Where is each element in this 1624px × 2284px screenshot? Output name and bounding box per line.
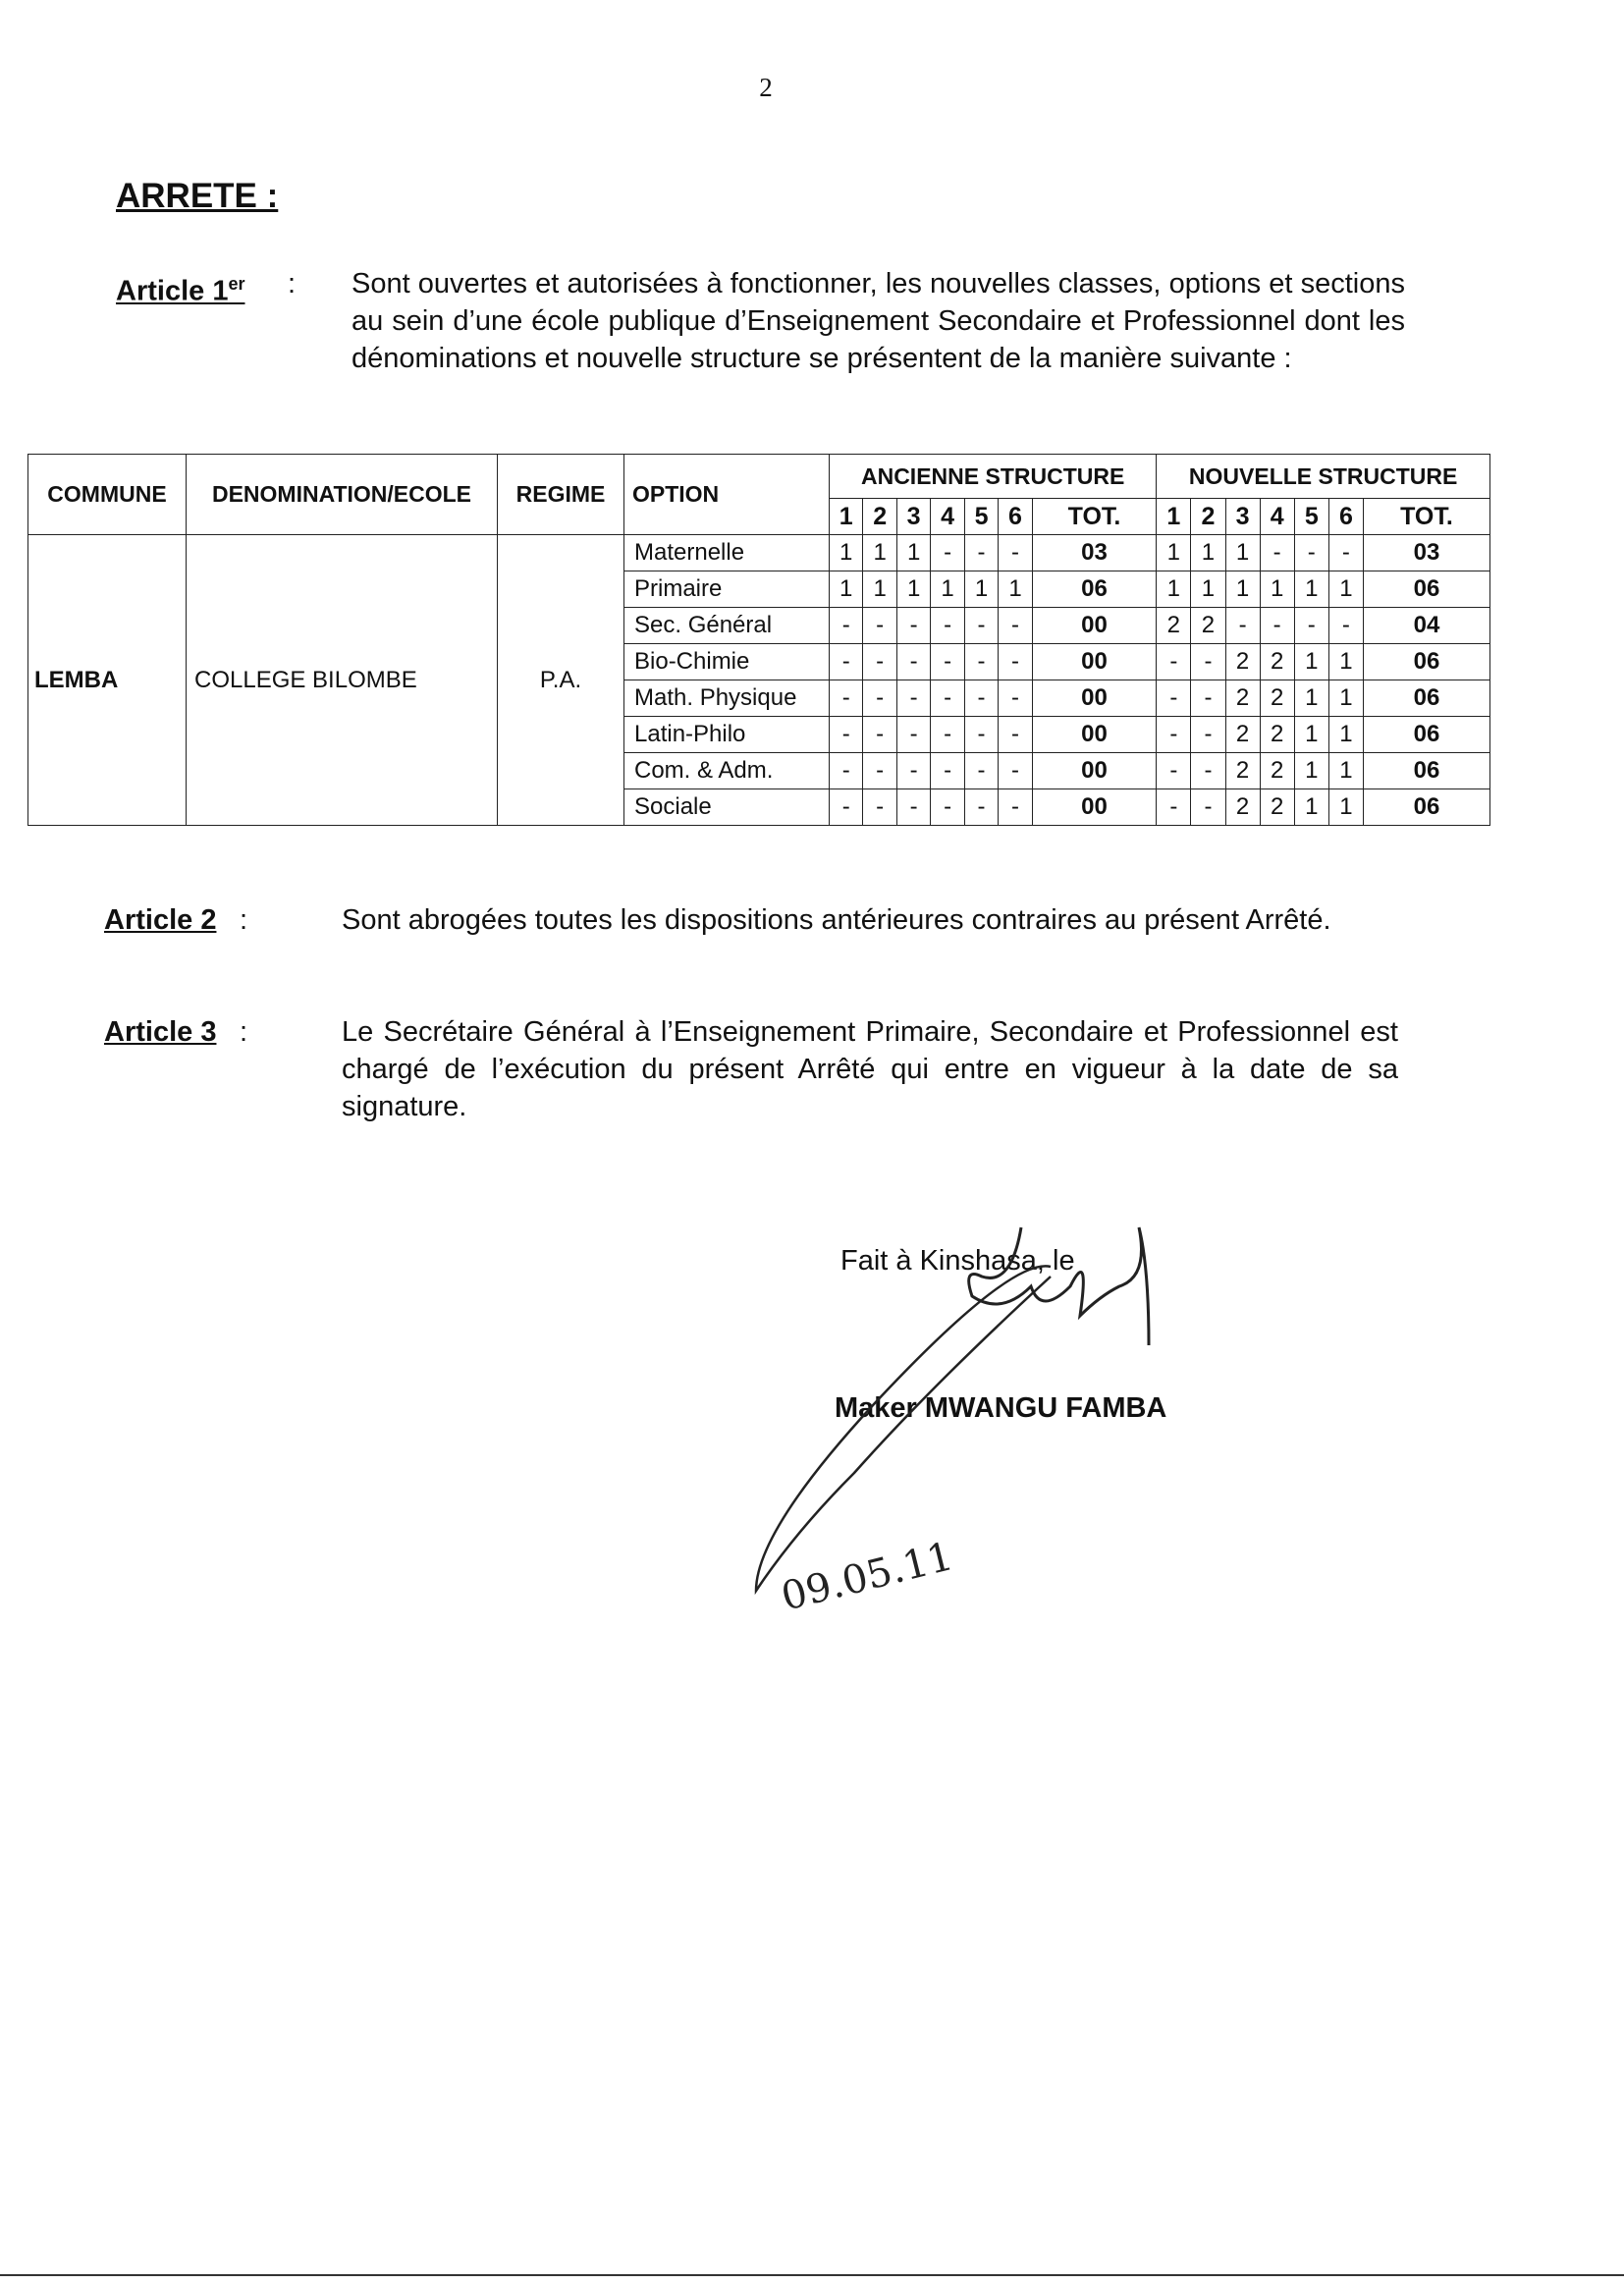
nouvelle-year-cell: 2 (1225, 717, 1260, 753)
header-ancienne-tot: TOT. (1032, 499, 1157, 535)
header-nouvelle-year-3: 3 (1225, 499, 1260, 535)
ancienne-year-cell: 1 (830, 571, 863, 608)
header-nouvelle-structure: NOUVELLE STRUCTURE (1157, 455, 1490, 499)
decree-heading: ARRETE : (116, 177, 279, 215)
ancienne-year-cell: 1 (999, 571, 1032, 608)
ancienne-year-cell: - (896, 644, 930, 680)
header-commune: COMMUNE (28, 455, 187, 535)
header-nouvelle-year-2: 2 (1191, 499, 1225, 535)
nouvelle-year-cell: - (1294, 608, 1328, 644)
nouvelle-year-cell: - (1260, 535, 1294, 571)
ancienne-year-cell: - (999, 789, 1032, 826)
ancienne-year-cell: - (999, 680, 1032, 717)
ancienne-year-cell: - (999, 535, 1032, 571)
nouvelle-year-cell: 1 (1328, 571, 1363, 608)
table-row (28, 535, 1490, 571)
article-1-text: Sont ouvertes et autorisées à fonctionner, les nouvelles classes, options et sections au sein d’une école publique d’Enseignement Secondaire et Professionnel dont les dénominations et nouvelle structure se présentent de la manière suivante : (352, 268, 1405, 374)
regime-cell: P.A. (498, 535, 624, 826)
option-cell: Sec. Général (624, 608, 830, 644)
nouvelle-year-cell: 1 (1294, 680, 1328, 717)
ancienne-year-cell: - (830, 753, 863, 789)
option-cell: Maternelle (624, 535, 830, 571)
ancienne-year-cell: - (863, 789, 896, 826)
nouvelle-year-cell: 1 (1294, 571, 1328, 608)
nouvelle-year-cell: 1 (1225, 535, 1260, 571)
nouvelle-year-cell: - (1328, 608, 1363, 644)
ancienne-year-cell: - (931, 644, 964, 680)
nouvelle-year-cell: - (1157, 644, 1191, 680)
nouvelle-year-cell: 1 (1294, 753, 1328, 789)
nouvelle-year-cell: 1 (1225, 571, 1260, 608)
ancienne-year-cell: - (896, 789, 930, 826)
nouvelle-year-cell: 2 (1225, 680, 1260, 717)
ancienne-year-cell: - (896, 717, 930, 753)
ecole-cell: COLLEGE BILOMBE (187, 535, 498, 826)
nouvelle-year-cell: - (1191, 717, 1225, 753)
nouvelle-year-cell: - (1191, 680, 1225, 717)
nouvelle-tot-cell: 06 (1363, 753, 1489, 789)
nouvelle-year-cell: 1 (1157, 571, 1191, 608)
nouvelle-year-cell: 2 (1225, 644, 1260, 680)
ancienne-year-cell: - (830, 644, 863, 680)
nouvelle-tot-cell: 06 (1363, 680, 1489, 717)
ancienne-year-cell: - (964, 753, 998, 789)
nouvelle-year-cell: - (1191, 789, 1225, 826)
ancienne-year-cell: 1 (931, 571, 964, 608)
ancienne-year-cell: - (863, 717, 896, 753)
nouvelle-year-cell: - (1225, 608, 1260, 644)
ancienne-tot-cell: 03 (1032, 535, 1157, 571)
table-body (28, 535, 1490, 826)
header-ancienne-year-1: 1 (830, 499, 863, 535)
header-nouvelle-year-1: 1 (1157, 499, 1191, 535)
article-3-text: Le Secrétaire Général à l’Enseignement Primaire, Secondaire et Professionnel est chargé de l’exécution du présent Arrêté qui entre en vigueur à la date de sa signature. (342, 1016, 1398, 1122)
option-cell: Primaire (624, 571, 830, 608)
ancienne-year-cell: - (999, 608, 1032, 644)
header-ancienne-structure: ANCIENNE STRUCTURE (830, 455, 1157, 499)
option-cell: Sociale (624, 789, 830, 826)
ancienne-year-cell: - (931, 535, 964, 571)
article-2-colon: : (240, 904, 248, 936)
ancienne-year-cell: - (830, 680, 863, 717)
option-cell: Com. & Adm. (624, 753, 830, 789)
nouvelle-year-cell: - (1157, 753, 1191, 789)
nouvelle-year-cell: 2 (1225, 753, 1260, 789)
option-cell: Bio-Chimie (624, 644, 830, 680)
header-option: OPTION (624, 455, 830, 535)
nouvelle-tot-cell: 04 (1363, 608, 1489, 644)
header-ancienne-year-2: 2 (863, 499, 896, 535)
ancienne-year-cell: - (830, 608, 863, 644)
option-cell: Math. Physique (624, 680, 830, 717)
ancienne-year-cell: - (964, 608, 998, 644)
ancienne-year-cell: - (931, 753, 964, 789)
article-3-colon: : (240, 1016, 248, 1048)
article-3-label: Article 3 (104, 1016, 217, 1048)
nouvelle-tot-cell: 06 (1363, 789, 1489, 826)
ancienne-year-cell: - (964, 680, 998, 717)
header-ancienne-year-6: 6 (999, 499, 1032, 535)
ancienne-year-cell: - (863, 644, 896, 680)
nouvelle-year-cell: 1 (1328, 717, 1363, 753)
ancienne-year-cell: 1 (863, 535, 896, 571)
nouvelle-year-cell: 1 (1294, 717, 1328, 753)
nouvelle-year-cell: - (1328, 535, 1363, 571)
nouvelle-year-cell: 2 (1191, 608, 1225, 644)
bottom-rule (0, 2274, 1624, 2276)
header-nouvelle-year-4: 4 (1260, 499, 1294, 535)
nouvelle-year-cell: 1 (1328, 753, 1363, 789)
header-ancienne-year-5: 5 (964, 499, 998, 535)
nouvelle-year-cell: 2 (1260, 789, 1294, 826)
ancienne-year-cell: - (931, 608, 964, 644)
nouvelle-year-cell: 2 (1260, 717, 1294, 753)
ancienne-tot-cell: 00 (1032, 789, 1157, 826)
ancienne-year-cell: 1 (896, 571, 930, 608)
article-2-text: Sont abrogées toutes les dispositions antérieures contraires au présent Arrêté. (342, 904, 1331, 936)
ancienne-year-cell: 1 (964, 571, 998, 608)
ancienne-tot-cell: 00 (1032, 680, 1157, 717)
nouvelle-year-cell: 1 (1328, 680, 1363, 717)
ancienne-year-cell: - (964, 644, 998, 680)
header-ecole: DENOMINATION/ECOLE (187, 455, 498, 535)
nouvelle-year-cell: 1 (1294, 644, 1328, 680)
nouvelle-year-cell: - (1191, 644, 1225, 680)
handwritten-date: 09.05.11 (777, 1533, 958, 1620)
nouvelle-year-cell: 2 (1260, 644, 1294, 680)
nouvelle-year-cell: 1 (1260, 571, 1294, 608)
ancienne-tot-cell: 06 (1032, 571, 1157, 608)
nouvelle-year-cell: - (1294, 535, 1328, 571)
ancienne-year-cell: 1 (863, 571, 896, 608)
ancienne-tot-cell: 00 (1032, 753, 1157, 789)
header-ancienne-year-4: 4 (931, 499, 964, 535)
ancienne-year-cell: - (999, 717, 1032, 753)
ancienne-year-cell: - (863, 680, 896, 717)
article-1-label: Article 1er (116, 274, 245, 307)
ancienne-year-cell: - (931, 789, 964, 826)
structure-table (27, 454, 1490, 826)
ancienne-year-cell: - (931, 680, 964, 717)
nouvelle-year-cell: - (1260, 608, 1294, 644)
commune-cell: LEMBA (28, 535, 187, 826)
nouvelle-year-cell: - (1157, 680, 1191, 717)
nouvelle-year-cell: 1 (1294, 789, 1328, 826)
ancienne-year-cell: - (964, 717, 998, 753)
header-nouvelle-year-5: 5 (1294, 499, 1328, 535)
nouvelle-year-cell: 1 (1157, 535, 1191, 571)
nouvelle-year-cell: - (1157, 789, 1191, 826)
place-date-line: Fait à Kinshasa, le (840, 1245, 1075, 1277)
ancienne-year-cell: - (896, 608, 930, 644)
nouvelle-year-cell: - (1157, 717, 1191, 753)
header-nouvelle-year-6: 6 (1328, 499, 1363, 535)
nouvelle-year-cell: 2 (1157, 608, 1191, 644)
ancienne-year-cell: - (830, 717, 863, 753)
header-nouvelle-tot: TOT. (1363, 499, 1489, 535)
ancienne-year-cell: - (931, 717, 964, 753)
nouvelle-year-cell: 2 (1260, 680, 1294, 717)
ancienne-year-cell: - (863, 608, 896, 644)
ancienne-year-cell: - (999, 753, 1032, 789)
article-2 (104, 901, 1400, 980)
ancienne-year-cell: - (964, 535, 998, 571)
nouvelle-tot-cell: 03 (1363, 535, 1489, 571)
nouvelle-tot-cell: 06 (1363, 571, 1489, 608)
ancienne-year-cell: - (830, 789, 863, 826)
ancienne-year-cell: - (999, 644, 1032, 680)
nouvelle-year-cell: 1 (1191, 571, 1225, 608)
nouvelle-year-cell: 2 (1260, 753, 1294, 789)
signer-name: Maker MWANGU FAMBA (835, 1392, 1167, 1424)
nouvelle-tot-cell: 06 (1363, 717, 1489, 753)
article-1 (116, 265, 1412, 422)
article-2-label: Article 2 (104, 904, 217, 936)
nouvelle-year-cell: 1 (1328, 644, 1363, 680)
article-3 (104, 1013, 1400, 1141)
ancienne-tot-cell: 00 (1032, 717, 1157, 753)
ancienne-year-cell: 1 (896, 535, 930, 571)
header-regime: REGIME (498, 455, 624, 535)
option-cell: Latin-Philo (624, 717, 830, 753)
nouvelle-year-cell: 1 (1328, 789, 1363, 826)
page-number: 2 (759, 73, 773, 102)
nouvelle-tot-cell: 06 (1363, 644, 1489, 680)
handwritten-signature (727, 1188, 1316, 1620)
ancienne-year-cell: 1 (830, 535, 863, 571)
ancienne-year-cell: - (896, 680, 930, 717)
article-1-colon: : (288, 268, 297, 299)
nouvelle-year-cell: 1 (1191, 535, 1225, 571)
nouvelle-year-cell: - (1191, 753, 1225, 789)
ancienne-year-cell: - (896, 753, 930, 789)
ancienne-year-cell: - (964, 789, 998, 826)
header-ancienne-year-3: 3 (896, 499, 930, 535)
ancienne-year-cell: - (863, 753, 896, 789)
nouvelle-year-cell: 2 (1225, 789, 1260, 826)
ancienne-tot-cell: 00 (1032, 644, 1157, 680)
ancienne-tot-cell: 00 (1032, 608, 1157, 644)
